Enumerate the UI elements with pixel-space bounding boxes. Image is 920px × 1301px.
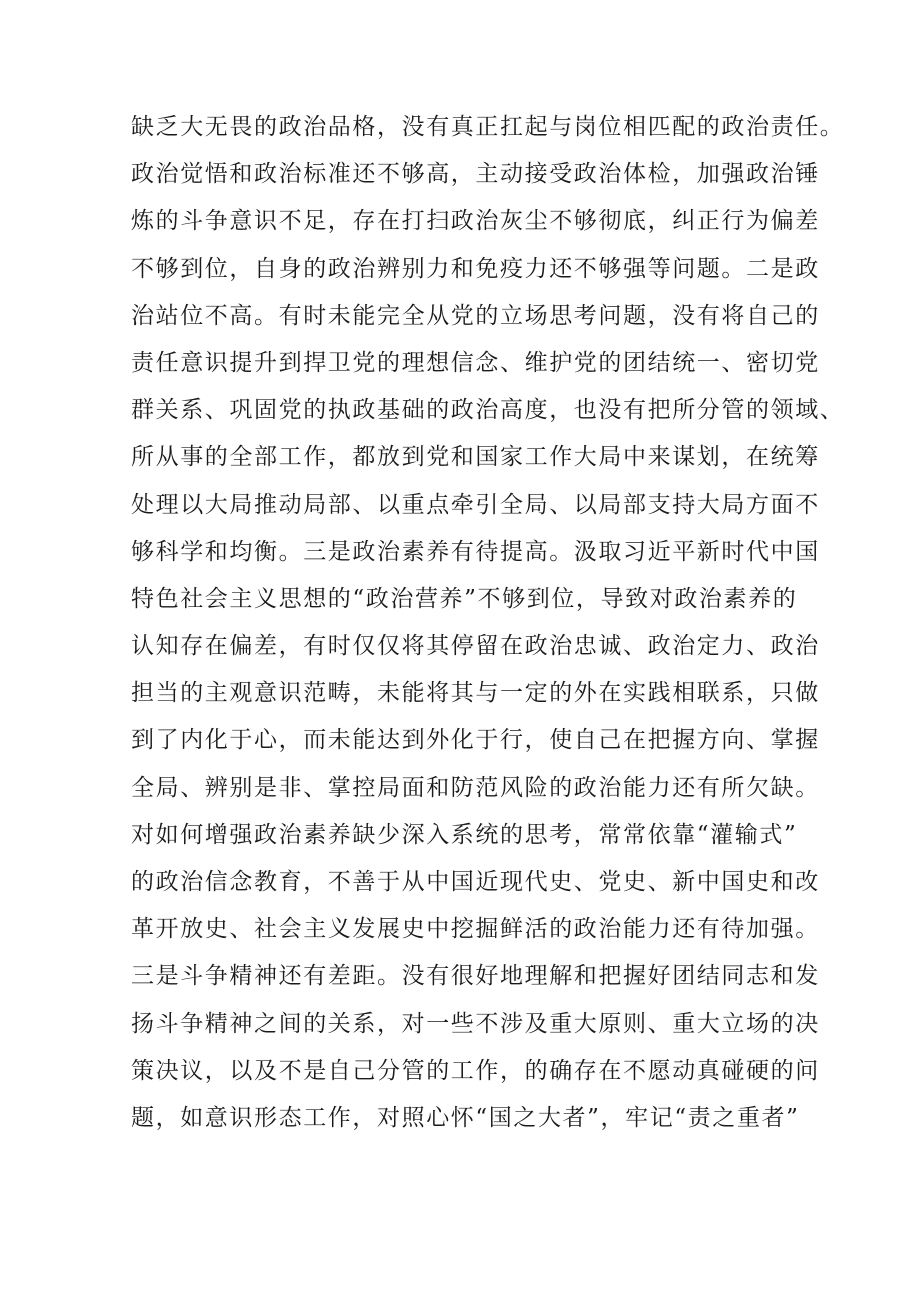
text-line: 炼的斗争意识不足，存在打扫政治灰尘不够彻底，纠正行为偏差 [131,208,820,235]
body-paragraph [131,104,845,1142]
text-line: 三是斗争精神还有差距。没有很好地理解和把握好团结同志和发 [131,963,820,990]
text-line: 担当的主观意识范畴，未能将其与一定的外在实践相联系，只做 [131,680,820,707]
text-line: 责任意识提升到捍卫党的理想信念、维护党的团结统一、密切党 [131,349,820,376]
text-line: 革开放史、社会主义发展史中挖掘鲜活的政治能力还有待加强。 [131,916,820,943]
text-line: 的政治信念教育，不善于从中国近现代史、党史、新中国史和改 [131,869,820,895]
text-line: 扬斗争精神之间的关系，对一些不涉及重大原则、重大立场的决 [131,1010,820,1037]
text-line: 所从事的全部工作，都放到党和国家工作大局中来谋划，在统筹 [131,444,820,471]
text-line: 认知存在偏差，有时仅仅将其停留在政治忠诚、政治定力、政治 [131,633,820,660]
text-line: 缺乏大无畏的政治品格，没有真正扛起与岗位相匹配的政治责任。 [131,114,845,140]
text-line: 策决议，以及不是自己分管的工作，的确存在不愿动真碰硬的问 [131,1057,820,1084]
text-line: 全局、辨别是非、掌控局面和防范风险的政治能力还有所欠缺。 [131,774,820,801]
text-line: 对如何增强政治素养缺少深入系统的思考，常常依靠“灌输式” [131,821,798,848]
text-line: 处理以大局推动局部、以重点牵引全局、以局部支持大局方面不 [131,491,820,518]
text-line: 不够到位，自身的政治辨别力和免疫力还不够强等问题。二是政 [131,255,820,282]
text-line: 政治觉悟和政治标准还不够高，主动接受政治体检，加强政治锤 [131,161,820,188]
text-line: 特色社会主义思想的“政治营养”不够到位，导致对政治素养的 [131,585,798,612]
text-line: 到了内化于心，而未能达到外化于行，使自己在把握方向、掌握 [131,727,820,754]
text-line: 题，如意识形态工作，对照心怀“国之大者”，牢记“责之重者” [131,1104,800,1131]
text-line: 够科学和均衡。三是政治素养有待提高。汲取习近平新时代中国 [131,538,820,565]
text-line: 群关系、巩固党的执政基础的政治高度，也没有把所分管的领域、 [131,397,845,424]
text-line: 治站位不高。有时未能完全从党的立场思考问题，没有将自己的 [131,302,820,329]
